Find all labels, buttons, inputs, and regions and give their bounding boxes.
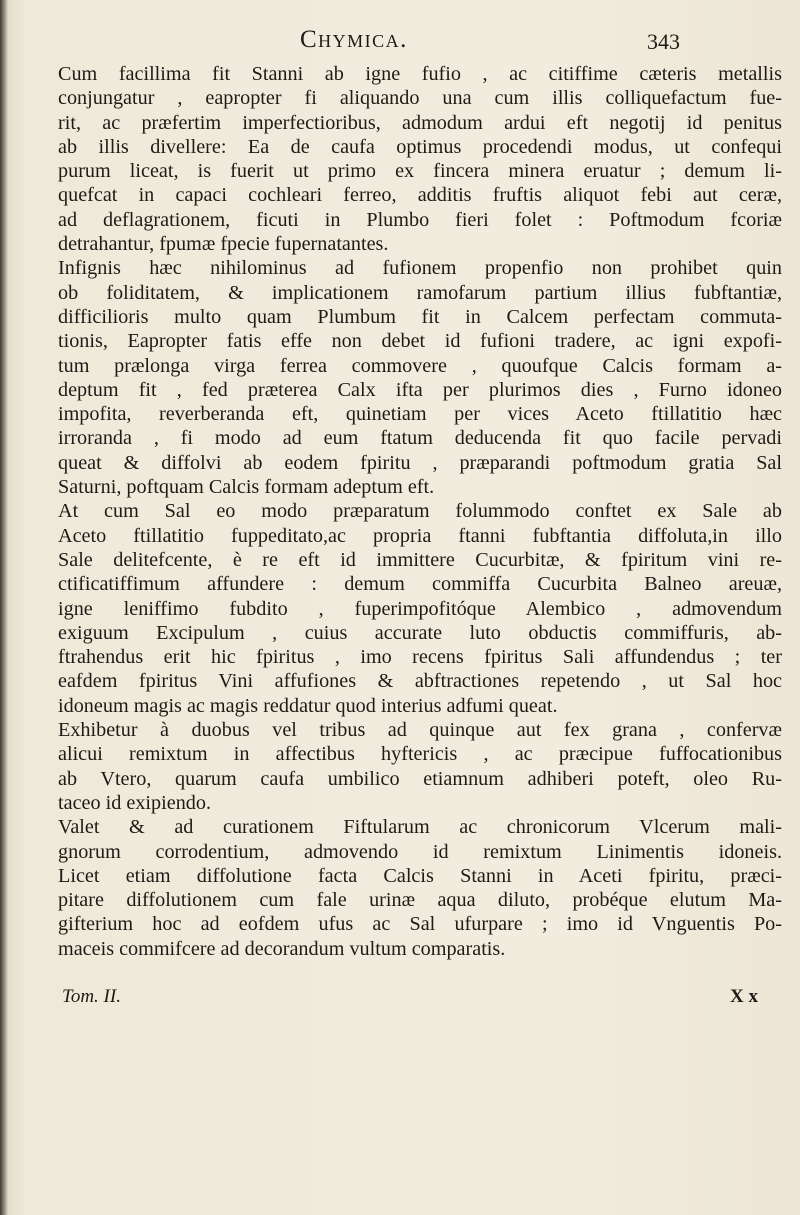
text-line: quefcat in capaci cochleari ferreo, additis fruftis aliquot febi aut ceræ, [58, 184, 782, 207]
text-line: exiguum Excipulum , cuius accurate luto obductis commiffuris, ab- [58, 621, 782, 644]
text-line: purum liceat, is fuerit ut primo ex fincera minera eruatur ; demum li- [58, 160, 782, 183]
volume-marker: Tom. II. [62, 986, 121, 1007]
text-line: Cum facillima fit Stanni ab igne fufio , ac citiffime cæteris metallis [58, 63, 782, 85]
text-line: alicui remixtum in affectibus hyftericis , ac præcipue fuffocationibus [58, 743, 782, 766]
running-title: Chymica. [300, 26, 408, 53]
paragraph [58, 718, 782, 815]
page-number: 343 [647, 29, 680, 54]
text-line: deptum fit , fed præterea Calx ifta per plurimos dies , Furno idoneo [58, 378, 782, 401]
text-line: gifterium hoc ad eofdem ufus ac Sal ufurpare ; imo id Vnguentis Po- [58, 913, 782, 936]
text-line: maceis commifcere ad decorandum vultum comparatis. [58, 937, 506, 960]
text-line: taceo id exipiendo. [58, 791, 212, 814]
text-line: Valet & ad curationem Fiftularum ac chronicorum Vlcerum mali- [58, 816, 782, 839]
text-line: Licet etiam diffolutione facta Calcis Stanni in Aceti fpiritu, præci- [58, 864, 782, 887]
text-line: ob foliditatem, & implicationem ramofarum partium illius fubftantiæ, [58, 281, 782, 304]
text-line: Exhibetur à duobus vel tribus ad quinque aut fex grana , confervæ [58, 719, 782, 742]
text-line: conjungatur , eapropter fi aliquando una cum illis colliquefactum fue- [58, 87, 782, 110]
text-line: eafdem fpiritus Vini affufiones & abftractiones repetendo , ut Sal hoc [58, 670, 782, 693]
text-line: difficilioris multo quam Plumbum fit in Calcem perfectam commuta- [58, 305, 782, 328]
paragraph [58, 499, 782, 718]
paragraph [58, 62, 782, 256]
text-line: ctificatiffimum affundere : demum commiffa Cucurbita Balneo areuæ, [58, 573, 782, 596]
text-line: impofita, reverberanda eft, quinetiam per vices Aceto ftillatitio hæc [58, 403, 782, 426]
text-line: igne leniffimo fubdito , fuperimpofitóque Alembico , admovendum [58, 597, 782, 620]
text-line: pitare diffolutionem cum fale urinæ aqua diluto, probéque elutum Ma- [58, 889, 782, 912]
text-line: idoneum magis ac magis reddatur quod interius adfumi queat. [58, 694, 558, 717]
text-line: Sale delitefcente, è re eft id immittere Cucurbitæ, & fpiritum vini re- [58, 548, 782, 571]
signature-mark: X x [730, 986, 758, 1007]
text-line: rit, ac præfertim imperfectioribus, admodum ardui eft negotij id penitus [58, 111, 782, 134]
text-line: Infignis hæc nihilominus ad fufionem propenfio non prohibet quin [58, 257, 782, 280]
binding-shadow [0, 0, 8, 1215]
text-line: irroranda , fi modo ad eum ftatum deducenda fit quo facile pervadi [58, 427, 782, 450]
text-line: tionis, Eapropter fatis effe non debet id fufioni tradere, ac igni expofi- [58, 330, 782, 353]
text-line: tum prælonga virga ferrea commovere , quoufque Calcis formam a- [58, 354, 782, 377]
paragraph [58, 815, 782, 961]
text-line: Aceto ftillatitio fuppeditato,ac propria ftanni fubftantia diffoluta,in illo [58, 524, 782, 547]
text-line: queat & diffolvi ab eodem fpiritu , præparandi poftmodum gratia Sal [58, 451, 782, 474]
text-line: Saturni, poftquam Calcis formam adeptum eft. [58, 476, 435, 499]
text-line: At cum Sal eo modo præparatum folummodo conftet ex Sale ab [58, 500, 782, 523]
body-text [58, 62, 782, 961]
page-footer [62, 986, 782, 1014]
text-line: gnorum corrodentium, admovendo id remixtum Linimentis idoneis. [58, 840, 782, 863]
text-line: ftrahendus erit hic fpiritus , imo recens fpiritus Sali affundendus ; ter [58, 646, 782, 669]
paragraph [58, 256, 782, 499]
page-header [300, 26, 680, 60]
text-line: ad deflagrationem, ficuti in Plumbo fieri folet : Poftmodum fcoriæ [58, 208, 782, 231]
text-line: ab Vtero, quarum caufa umbilico etiamnum adhiberi poteft, oleo Ru- [58, 767, 782, 790]
text-line: detrahantur, fpumæ fpecie fupernatantes. [58, 233, 389, 256]
text-line: ab illis divellere: Ea de caufa optimus procedendi modus, ut confequi [58, 135, 782, 158]
